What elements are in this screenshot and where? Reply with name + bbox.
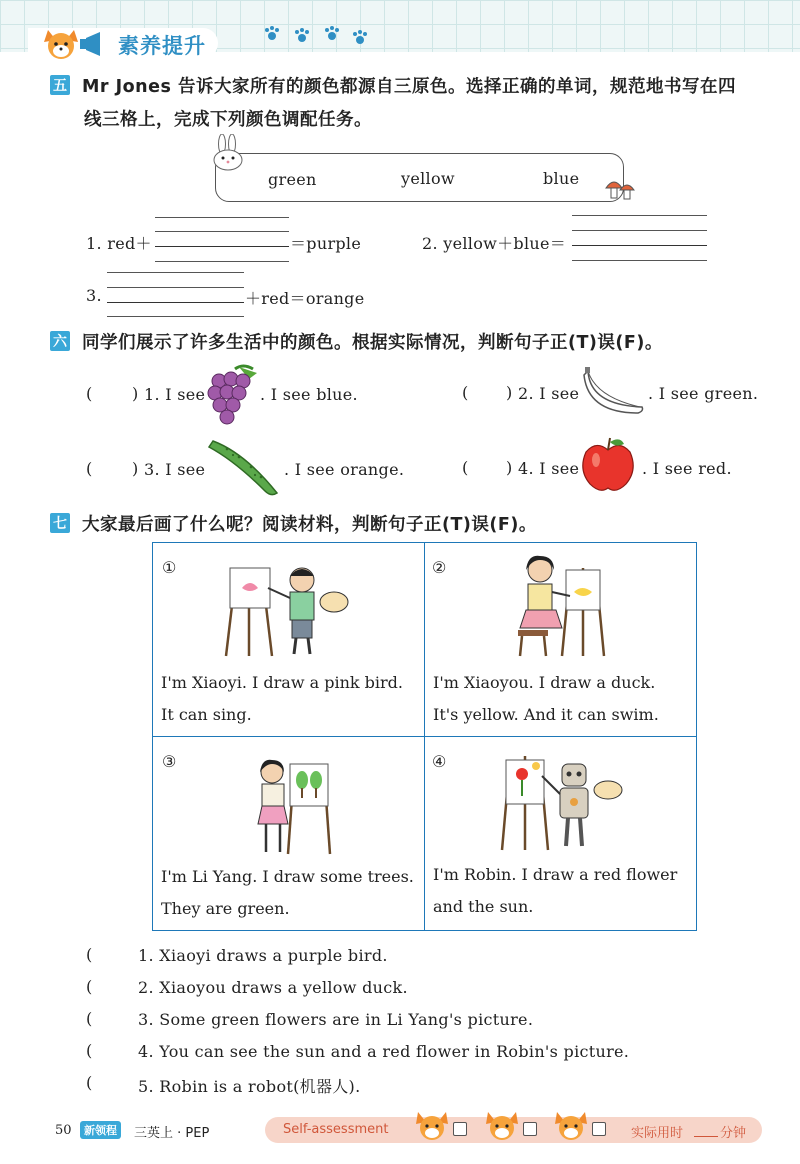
- self-assessment-label: Self-assessment: [283, 1122, 389, 1137]
- s7-q5-answer-blank[interactable]: [100, 1071, 134, 1093]
- s7-q1-paren-open: (: [86, 945, 93, 964]
- s7-q2-answer-blank[interactable]: [100, 975, 134, 997]
- s7-q2-paren-open: (: [86, 977, 93, 996]
- table-divider-h: [152, 736, 697, 737]
- s7-q1-answer-blank[interactable]: [100, 943, 134, 965]
- girl-painting-duck-illustration: [512, 552, 612, 660]
- cell2-line1: I'm Xiaoyou. I draw a duck.: [433, 673, 656, 692]
- cell1-number: ①: [162, 558, 177, 577]
- time-input-line[interactable]: [694, 1136, 718, 1137]
- s7-q3-paren-open: (: [86, 1009, 93, 1028]
- time-unit: 分钟: [720, 1126, 747, 1141]
- s6-item2-paren-open: (: [462, 383, 469, 402]
- book-label: 三英上 · PEP: [134, 1126, 210, 1141]
- fox-face-icon: [414, 1110, 450, 1142]
- s6-item1-rest: . I see blue.: [260, 385, 358, 404]
- time-label: 实际用时: [631, 1126, 684, 1141]
- s6-item1-paren-open: (: [86, 384, 93, 403]
- assessment-checkbox-3[interactable]: [592, 1122, 606, 1136]
- q1-prefix: 1. red＋: [86, 234, 152, 253]
- s6-item3-paren-open: (: [86, 459, 93, 478]
- q1-suffix: ＝purple: [290, 234, 362, 253]
- s6-item4-answer-blank[interactable]: [476, 456, 506, 478]
- cell4-number: ④: [432, 752, 447, 771]
- boy-painting-bird-illustration: [222, 558, 352, 660]
- brand-badge: 新领程: [80, 1121, 121, 1139]
- section-6-instruction: 同学们展示了许多生活中的颜色。根据实际情况，判断句子正(T)误(F)。: [82, 333, 663, 353]
- s6-item3-rest: . I see orange.: [284, 460, 405, 479]
- s7-q5-text: 5. Robin is a robot(机器人).: [138, 1077, 361, 1096]
- cell1-line2: It can sing.: [161, 705, 252, 724]
- fox-face-icon: [484, 1110, 520, 1142]
- s6-item3-label: 3. I see: [144, 460, 206, 479]
- cell4-line2: and the sun.: [433, 897, 534, 916]
- s6-item4-paren-close: ): [506, 458, 513, 477]
- grapes-icon: [205, 363, 261, 425]
- section-5-instruction-line1: Mr Jones 告诉大家所有的颜色都源自三原色。选择正确的单词，规范地书写在四: [82, 77, 737, 97]
- word-blue: blue: [543, 169, 580, 188]
- s6-item3-answer-blank[interactable]: [100, 457, 130, 479]
- s6-item2-label: 2. I see: [518, 384, 580, 403]
- s7-q1-text: 1. Xiaoyi draws a purple bird.: [138, 946, 388, 965]
- s7-q3-text: 3. Some green flowers are in Li Yang's picture.: [138, 1010, 534, 1029]
- section-6-number: 六: [50, 331, 70, 351]
- cell2-number: ②: [432, 558, 447, 577]
- assessment-checkbox-2[interactable]: [523, 1122, 537, 1136]
- rabbit-icon: [208, 134, 254, 174]
- s7-q4-answer-blank[interactable]: [100, 1039, 134, 1061]
- section-5-number: 五: [50, 75, 70, 95]
- section-7-instruction: 大家最后画了什么呢？阅读材料，判断句子正(T)误(F)。: [82, 515, 537, 535]
- section-7-number: 七: [50, 513, 70, 533]
- s6-item4-rest: . I see red.: [642, 459, 732, 478]
- q3-suffix: ＋red＝orange: [245, 289, 365, 308]
- cell3-line2: They are green.: [161, 899, 290, 918]
- s6-item1-paren-close: ): [132, 384, 139, 403]
- s7-q4-paren-open: (: [86, 1041, 93, 1060]
- cell1-line1: I'm Xiaoyi. I draw a pink bird.: [161, 673, 404, 692]
- header-title: 素养提升: [118, 34, 206, 58]
- s7-q3-answer-blank[interactable]: [100, 1007, 134, 1029]
- page-header: [0, 0, 800, 58]
- s6-item2-paren-close: ): [506, 383, 513, 402]
- word-green: green: [268, 170, 317, 189]
- q2-prefix: 2. yellow＋blue＝: [422, 234, 567, 253]
- q3-prefix: 3.: [86, 286, 102, 305]
- fox-mascot-icon: [40, 26, 110, 62]
- fox-face-icon: [553, 1110, 589, 1142]
- s6-item4-paren-open: (: [462, 458, 469, 477]
- paw-prints-icon: [262, 22, 372, 48]
- girl-painting-trees-illustration: [254, 756, 334, 856]
- cell3-line1: I'm Li Yang. I draw some trees.: [161, 867, 414, 886]
- section-5-instruction-line2: 线三格上，完成下列颜色调配任务。: [84, 110, 372, 130]
- s6-item1-label: 1. I see: [144, 385, 206, 404]
- assessment-checkbox-1[interactable]: [453, 1122, 467, 1136]
- s6-item2-rest: . I see green.: [648, 384, 759, 403]
- s7-q4-text: 4. You can see the sun and a red flower in Robin's picture.: [138, 1042, 630, 1061]
- s6-item1-answer-blank[interactable]: [100, 382, 130, 404]
- cell2-line2: It's yellow. And it can swim.: [433, 705, 659, 724]
- banana-icon: [582, 365, 650, 417]
- s6-item3-paren-close: ): [132, 459, 139, 478]
- word-yellow: yellow: [401, 169, 455, 188]
- cell4-line1: I'm Robin. I draw a red flower: [433, 865, 678, 884]
- cell3-number: ③: [162, 752, 177, 771]
- s7-q2-text: 2. Xiaoyou draws a yellow duck.: [138, 978, 408, 997]
- mushroom-icon: [604, 176, 636, 202]
- s7-q5-paren-open: (: [86, 1073, 93, 1092]
- cucumber-icon: [205, 435, 285, 499]
- apple-icon: [578, 436, 638, 494]
- page-number: 50: [55, 1123, 72, 1138]
- s6-item2-answer-blank[interactable]: [476, 381, 506, 403]
- s6-item4-label: 4. I see: [518, 459, 580, 478]
- robot-painting-flower-illustration: [498, 750, 628, 854]
